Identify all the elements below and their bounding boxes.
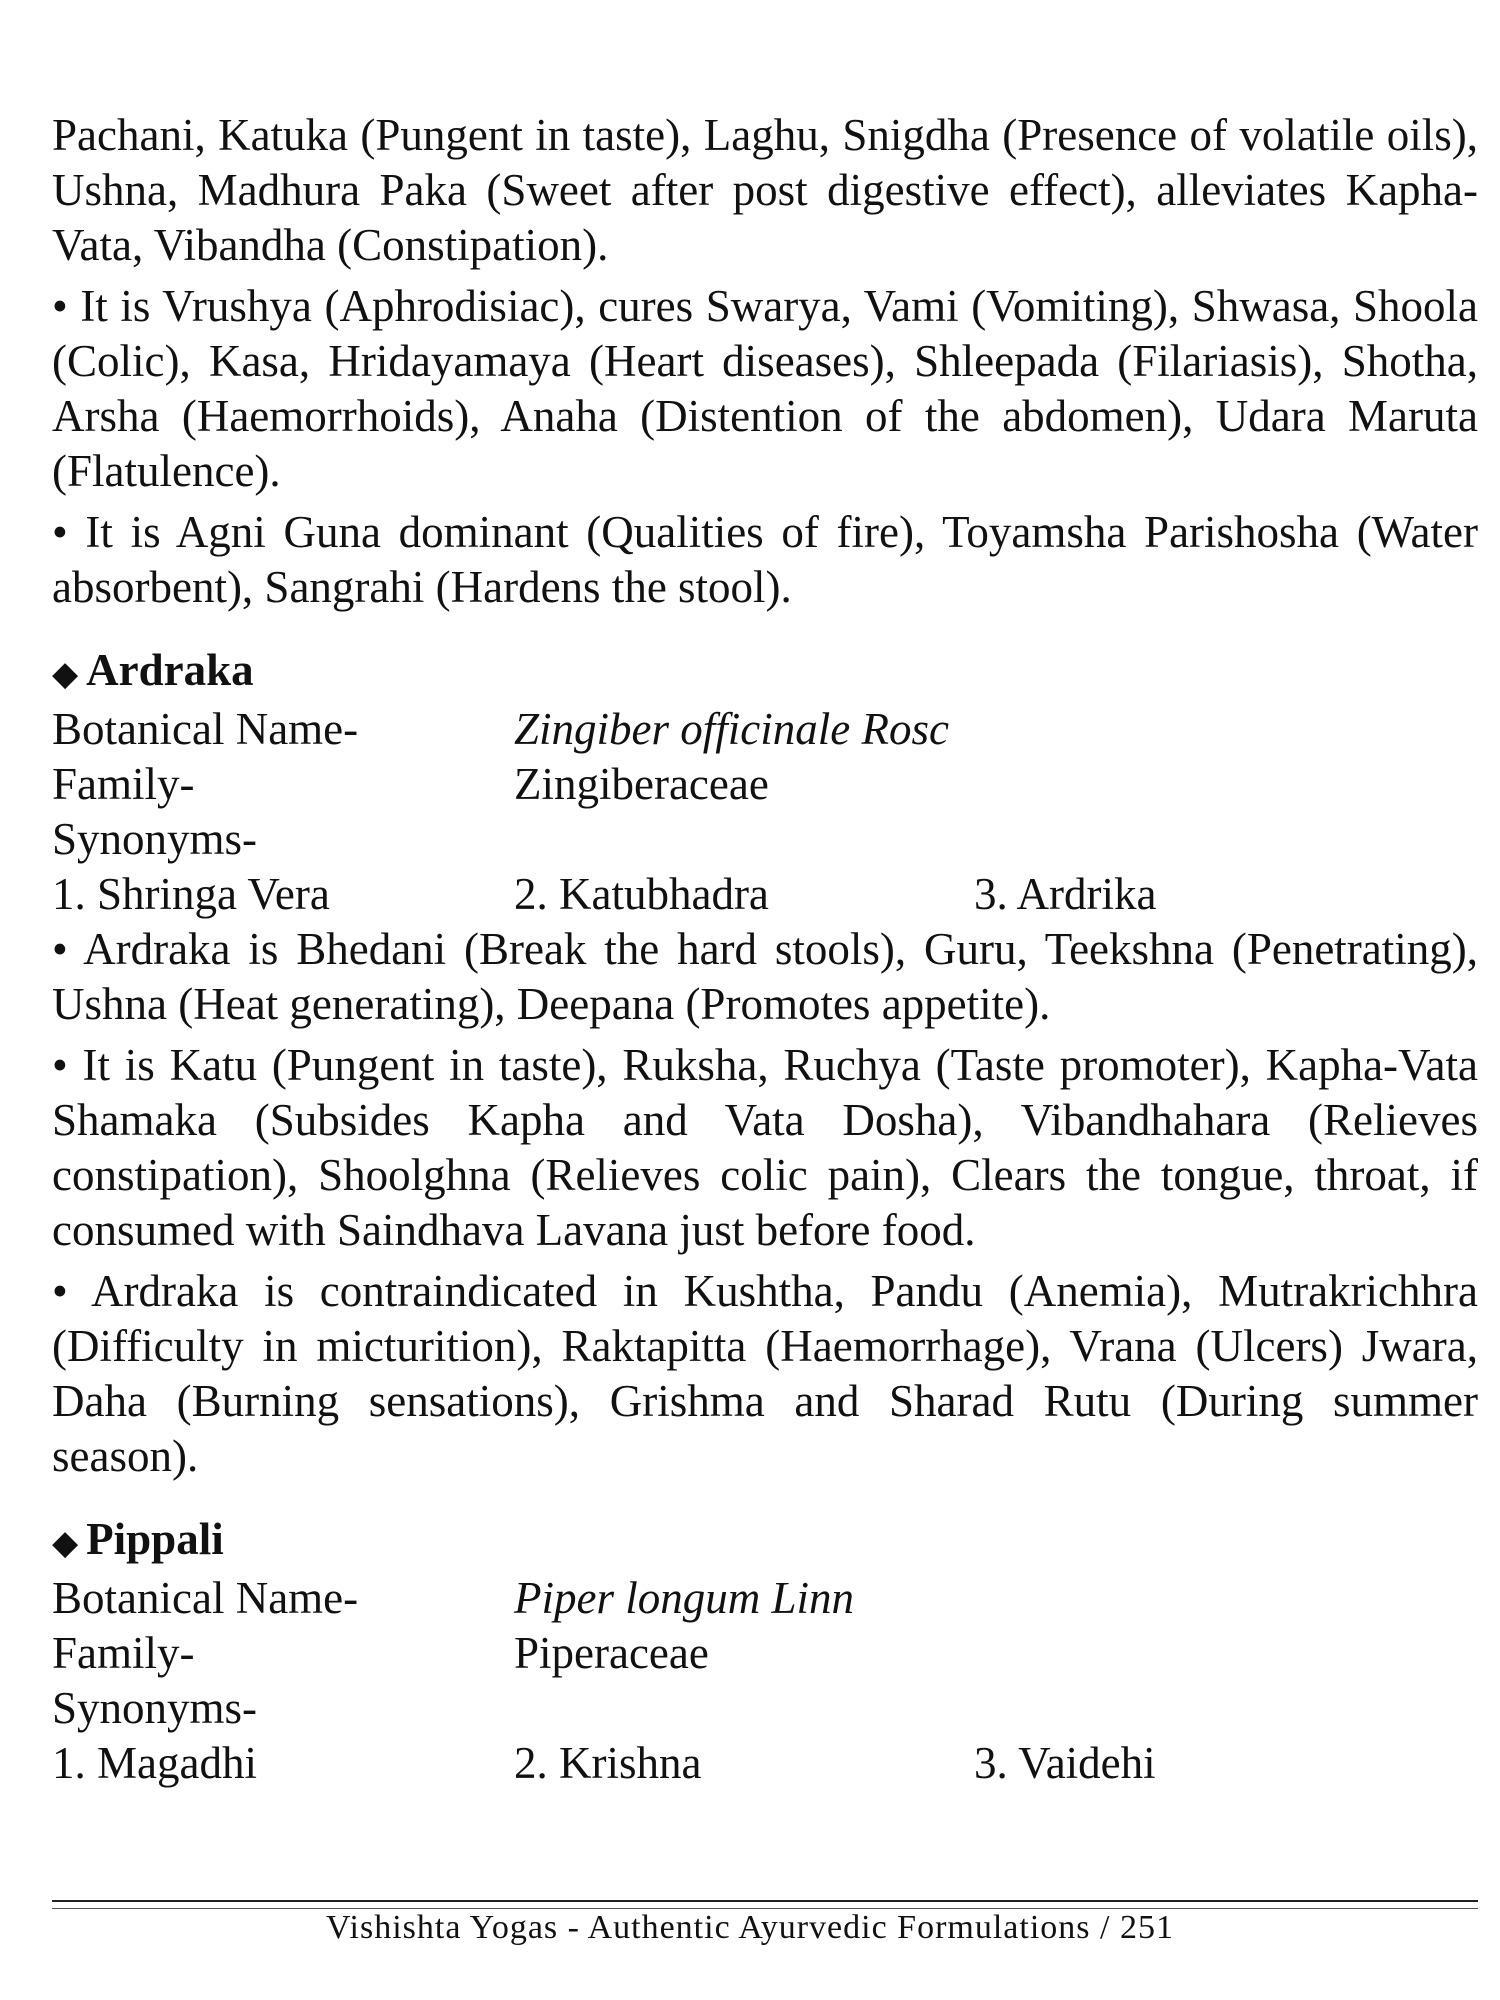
family-value: Zingiberaceae: [514, 759, 769, 809]
synonym-1: 1. Magadhi: [52, 1738, 257, 1788]
synonym-2: 2. Katubhadra: [514, 869, 769, 919]
family-label: Family-: [52, 759, 195, 809]
family-label: Family-: [52, 1628, 195, 1678]
diamond-bullet-icon: ◆: [52, 656, 79, 693]
synonym-1: 1. Shringa Vera: [52, 869, 330, 919]
pippali-synonym-list: [52, 1736, 1478, 1791]
ardraka-paragraph-2: • It is Katu (Pungent in taste), Ruksha, Ruchya (Taste promoter), Kapha-Vata Shamaka (Subsides Kapha and Vata Dosha), Vibandhahara (Relieves constipation), Shoolghna (Relieves colic pain), Clears the tongue, throat, if consumed with Saindhava Lavana just before food.: [52, 1040, 1478, 1255]
pippali-family-row: [52, 1626, 1478, 1681]
botanical-name-value: Piper longum Linn: [514, 1573, 855, 1623]
pippali-heading: [52, 1512, 1478, 1571]
page-footer: Vishishta Yogas - Authentic Ayurvedic Formulations / 251: [326, 1909, 1174, 1946]
synonym-3: 3. Ardrika: [974, 869, 1157, 919]
family-value: Piperaceae: [514, 1628, 709, 1678]
botanical-name-label: Botanical Name-: [52, 1573, 359, 1623]
pippali-title: Pippali: [86, 1514, 224, 1564]
ardraka-paragraph-3: • Ardraka is contraindicated in Kushtha, Pandu (Anemia), Mutrakrichhra (Difficulty in micturition), Raktapitta (Haemorrhage), Vrana (Ulcers) Jwara, Daha (Burning sensations), Grishma and Sharad Rutu (During summer season).: [52, 1266, 1478, 1481]
diamond-bullet-icon: ◆: [52, 1525, 79, 1562]
intro-paragraph-2: • It is Vrushya (Aphrodisiac), cures Swarya, Vami (Vomiting), Shwasa, Shoola (Colic), Kasa, Hridayamaya (Heart diseases), Shleepada (Filariasis), Shotha, Arsha (Haemorrhoids), Anaha (Distention of the abdomen), Udara Maruta (Flatulence).: [52, 281, 1478, 496]
synonyms-label: Synonyms-: [52, 814, 258, 864]
pippali-botanical-row: [52, 1571, 1478, 1626]
ardraka-synonym-list: [52, 867, 1478, 922]
botanical-name-label: Botanical Name-: [52, 704, 359, 754]
synonyms-label: Synonyms-: [52, 1683, 258, 1733]
pippali-synonyms-row: [52, 1681, 1478, 1736]
intro-paragraph-3: • It is Agni Guna dominant (Qualities of fire), Toyamsha Parishosha (Water absorbent), Sangrahi (Hardens the stool).: [52, 507, 1478, 612]
synonym-3: 3. Vaidehi: [974, 1738, 1156, 1788]
intro-paragraph-1: Pachani, Katuka (Pungent in taste), Laghu, Snigdha (Presence of volatile oils), Ushna, Madhura Paka (Sweet after post digestive effect), alleviates Kapha-Vata, Vibandha (Constipation).: [52, 110, 1478, 270]
ardraka-paragraph-1: • Ardraka is Bhedani (Break the hard stools), Guru, Teekshna (Penetrating), Ushna (Heat generating), Deepana (Promotes appetite).: [52, 924, 1478, 1029]
synonym-2: 2. Krishna: [514, 1738, 702, 1788]
botanical-name-value: Zingiber officinale Rosc: [514, 704, 949, 754]
ardraka-title: Ardraka: [86, 645, 254, 695]
ardraka-botanical-row: [52, 702, 1478, 757]
ardraka-synonyms-row: [52, 812, 1478, 867]
ardraka-family-row: [52, 757, 1478, 812]
ardraka-heading: [52, 643, 1478, 702]
